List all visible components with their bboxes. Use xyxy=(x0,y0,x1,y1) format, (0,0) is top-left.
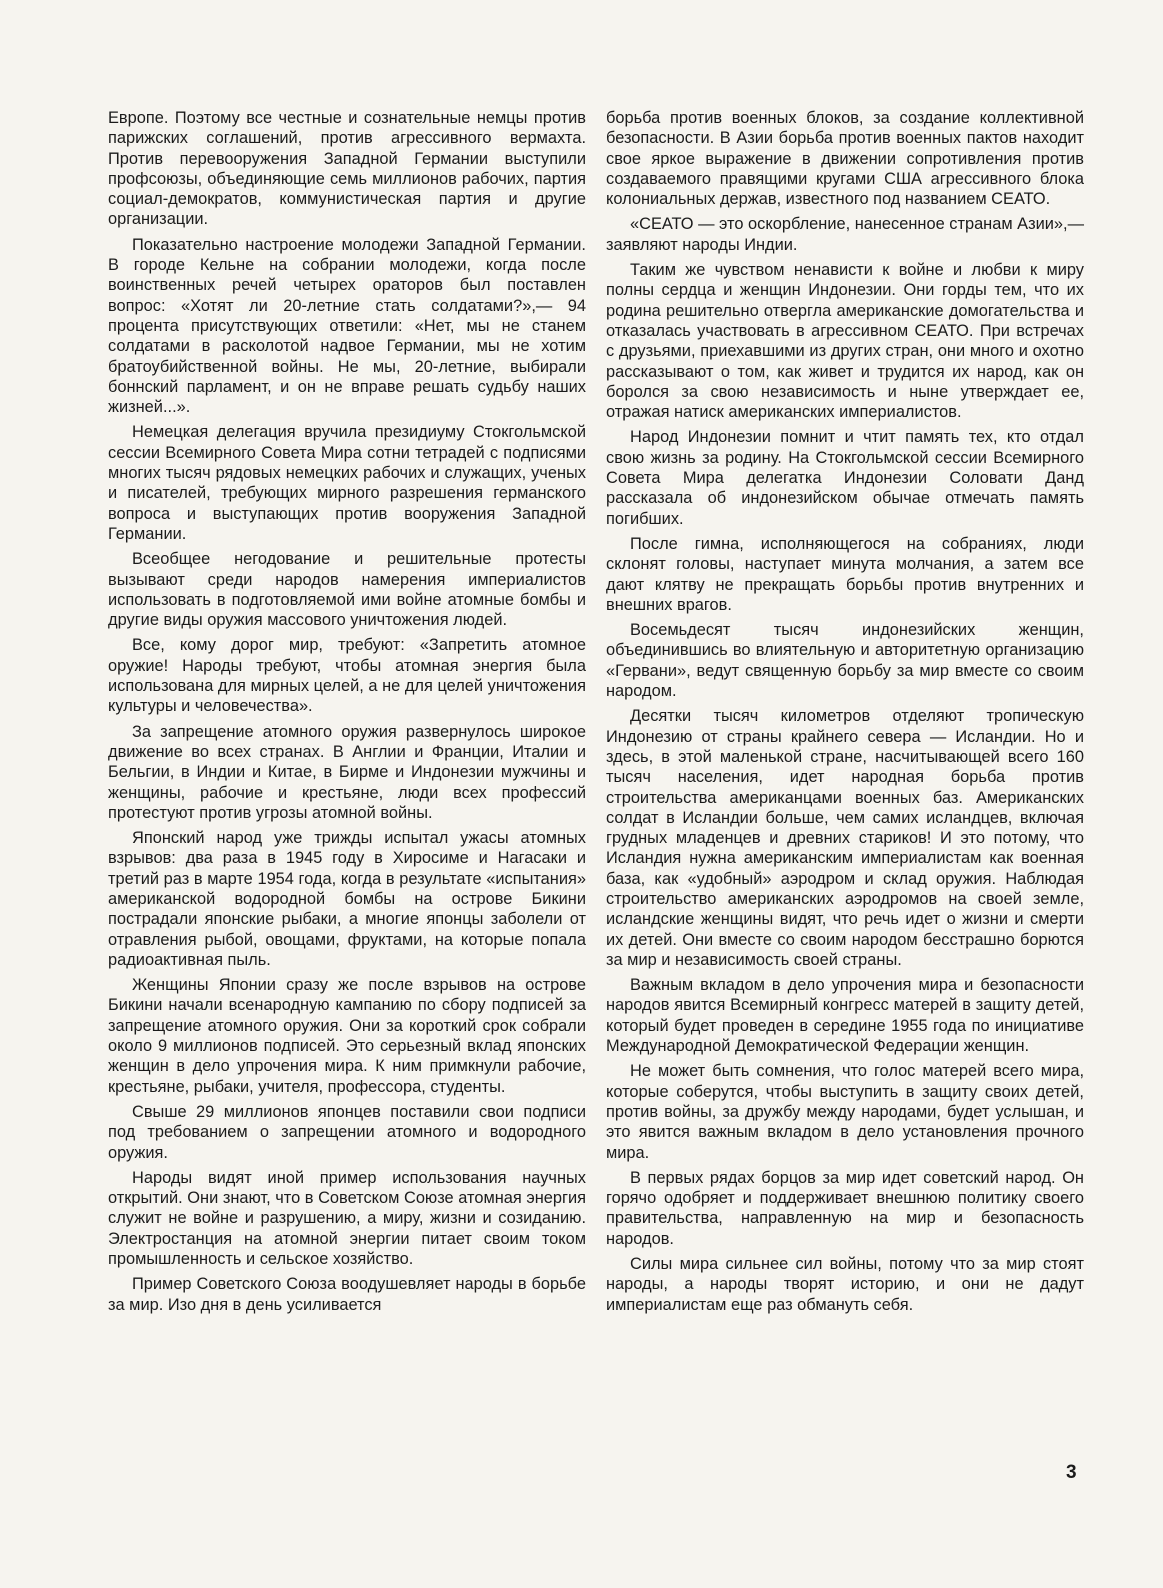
paragraph: Народы видят иной пример использования научных открытий. Они знают, что в Советском Союзе атомная энергия служит не войне и разрушению, а миру, жизни и созиданию. Электростанция на атомной энергии питает своим током промышленность и сельское хозяйство. xyxy=(108,1168,586,1269)
paragraph: Показательно настроение молодежи Западной Германии. В городе Кельне на собрании молодежи, когда после воинственных речей четырех ораторов был поставлен вопрос: «Хотят ли 20-летние стать солдатами?»,— 94 процента присутствующих ответили: «Нет, мы не станем солдатами в расколотой надвое Германии, мы не хотим братоубийственной войны. Не мы, 20-летние, выбирали боннский парламент, и он не вправе решать судьбу наших жизней...». xyxy=(108,235,586,417)
paragraph: Пример Советского Союза воодушевляет народы в борьбе за мир. Изо дня в день усиливается xyxy=(108,1275,586,1314)
right-column xyxy=(606,108,1084,1320)
paragraph: Японский народ уже трижды испытал ужасы атомных взрывов: два раза в 1945 году в Хиросиме и Нагасаки и третий раз в марте 1954 года, когда в результате «испытания» американской водородной бомбы на острове Бикини пострадали японские рыбаки, а многие японцы заболели от отравления рыбой, овощами, фруктами, на которые попала радиоактивная пыль. xyxy=(108,829,586,969)
paragraph: Женщины Японии сразу же после взрывов на острове Бикини начали всенародную кампанию по сбору подписей за запрещение атомного оружия. Они за короткий срок собрали около 9 миллионов подписей. Это серьезный вклад японских женщин в дело упрочения мира. К ним примкнули рабочие, крестьяне, рыбаки, учителя, профессора, студенты. xyxy=(108,976,586,1096)
paragraph: Всеобщее негодование и решительные протесты вызывают среди народов намерения империалистов использовать в подготовляемой ими войне атомные бомбы и другие виды оружия массового уничтожения людей. xyxy=(108,550,586,630)
paragraph: В первых рядах борцов за мир идет советский народ. Он горячо одобряет и поддерживает внешнюю политику своего правительства, направленную на мир и безопасность народов. xyxy=(606,1168,1084,1248)
paragraph: Таким же чувством ненависти к войне и любви к миру полны сердца и женщин Индонезии. Они горды тем, что их родина решительно отвергла американские домогательства и отказалась участвовать в агрессивном СЕАТО. При встречах с друзьями, приехавшими из других стран, они много и охотно рассказывают о том, как живет и трудится их народ, как он боролся за свою независимость и ныне утверждает ее, отражая натиск американских империалистов. xyxy=(606,261,1084,422)
paragraph: Важным вкладом в дело упрочения мира и безопасности народов явится Всемирный конгресс матерей в защиту детей, который будет проведен в середине 1955 года по инициативе Международной Демократической Федерации женщин. xyxy=(606,976,1084,1056)
paragraph: борьба против военных блоков, за создание коллективной безопасности. В Азии борьба против военных пактов находит свое яркое выражение в движении сопротивления против создаваемого правящими кругами США агрессивного блока колониальных держав, известного под названием СЕАТО. xyxy=(606,109,1084,209)
paragraph: Немецкая делегация вручила президиуму Стокгольмской сессии Всемирного Совета Мира сотни тетрадей с подписями многих тысяч рядовых немецких рабочих и служащих, ученых и писателей, требующих мирного разрешения германского вопроса и выступающих против вооружения Западной Германии. xyxy=(108,423,586,543)
paragraph: Силы мира сильнее сил войны, потому что за мир стоят народы, а народы творят историю, и они не дадут империалистам еще раз обмануть себя. xyxy=(606,1255,1084,1314)
paragraph: Все, кому дорог мир, требуют: «Запретить атомное оружие! Народы требуют, чтобы атомная энергия была использована для мирных целей, а не для целей уничтожения культуры и человечества». xyxy=(108,636,586,716)
paragraph: Восемьдесят тысяч индонезийских женщин, объединившись во влиятельную и авторитетную организацию «Гервани», ведут священную борьбу за мир вместе со своим народом. xyxy=(606,621,1084,701)
paragraph: «СЕАТО — это оскорбление, нанесенное странам Азии»,— заявляют народы Индии. xyxy=(606,215,1084,254)
paragraph: Не может быть сомнения, что голос матерей всего мира, которые соберутся, чтобы выступить в защиту своих детей, против войны, за дружбу между народами, будет услышан, и это явится важным вкладом в дело установления прочного мира. xyxy=(606,1062,1084,1162)
paragraph: Десятки тысяч километров отделяют тропическую Индонезию от страны крайнего севера — Исландии. Но и здесь, в этой маленькой стране, насчитывающей всего 160 тысяч населения, идет народная борьба против строительства американцами военных баз. Американских солдат в Исландии больше, чем самих исландцев, включая грудных младенцев и древних стариков! И это потому, что Исландия нужна американским империалистам как военная база, как «удобный» аэродром и склад оружия. Наблюдая строительство американских аэродромов на своей земле, исландские женщины видят, что речь идет о жизни и смерти их детей. Они вместе со своим народом бесстрашно борются за мир и независимость своей страны. xyxy=(606,707,1084,969)
page-number: 3 xyxy=(1066,1462,1077,1483)
paragraph: Народ Индонезии помнит и чтит память тех, кто отдал свою жизнь за родину. На Стокгольмской сессии Всемирного Совета Мира делегатка Индонезии Соловати Данд рассказала об индонезийском обычае отмечать память погибших. xyxy=(606,428,1084,528)
paragraph: За запрещение атомного оружия развернулось широкое движение во всех странах. В Англии и Франции, Италии и Бельгии, в Индии и Китае, в Бирме и Индонезии мужчины и женщины, рабочие и крестьяне, люди всех профессий протестуют против угрозы атомной войны. xyxy=(108,722,586,822)
paragraph: После гимна, исполняющегося на собраниях, люди склонят головы, наступает минута молчания, а затем все дают клятву не прекращать борьбы против внутренних и внешних врагов. xyxy=(606,534,1084,614)
left-column xyxy=(108,108,586,1320)
paragraph: Европе. Поэтому все честные и сознательные немцы против парижских соглашений, против агрессивного вермахта. Против перевооружения Западной Германии выступили профсоюзы, объединяющие семь миллионов рабочих, партия социал-демократов, коммунистическая партия и другие организации. xyxy=(108,109,586,229)
paragraph: Свыше 29 миллионов японцев поставили свои подписи под требованием о запрещении атомного и водородного оружия. xyxy=(108,1102,586,1162)
